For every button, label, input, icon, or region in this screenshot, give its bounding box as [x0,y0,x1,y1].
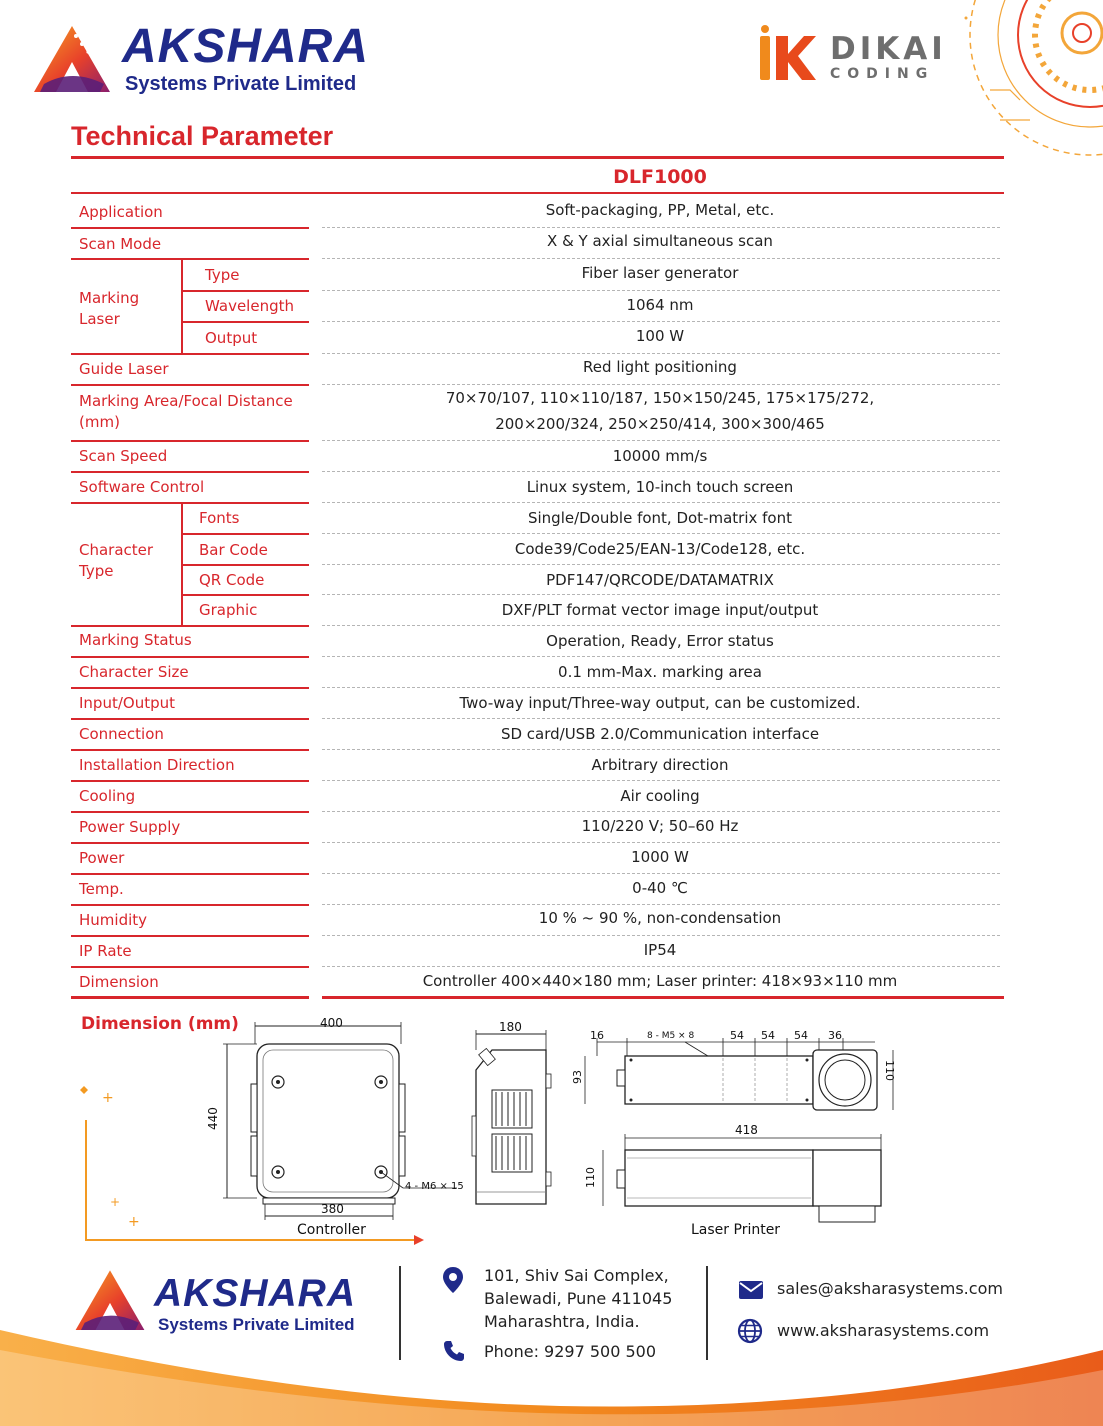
value-software-control: Linux system, 10-inch touch screen [526,478,794,496]
value-scan-speed: 10000 mm/s [612,447,708,465]
value-separator [322,384,1000,385]
value-marking-area-line1: 70×70/107, 110×110/187, 150×150/245, 175×175/272, [445,389,875,407]
value-separator [322,749,1000,750]
table-rule [71,718,309,720]
website-link[interactable]: www.aksharasystems.com [777,1321,990,1340]
value-temp: 0-40 ℃ [632,879,688,897]
table-rule [182,564,309,566]
table-rule [71,384,309,386]
table-rule [182,290,309,292]
dimension-title: Dimension (mm) [81,1014,239,1034]
value-power: 1000 W [631,848,689,866]
table-rule [71,656,309,658]
phone-icon [443,1340,465,1362]
value-fonts: Single/Double font, Dot-matrix font [527,509,792,527]
value-separator [322,533,1000,534]
label-dimension: Dimension [79,973,159,991]
dim-lp-110a: 110 [883,1060,896,1081]
table-rule [71,811,309,813]
value-installation-direction: Arbitrary direction [591,756,729,774]
table-bottom-rule-right [322,996,1004,999]
footer-divider-2 [706,1266,708,1360]
dim-c-inner: 380 [321,1202,344,1216]
footer-logo-mark-icon [72,1266,148,1338]
table-rule [182,533,309,535]
partner-name: DIKAI [830,31,947,67]
value-separator [322,656,1000,657]
location-pin-icon [441,1266,465,1294]
table-vrule [181,502,183,625]
value-output: 100 W [635,327,685,345]
value-connection: SD card/USB 2.0/Communication interface [500,725,820,743]
label-marking-laser-1: Marking [79,289,140,307]
akshara-logo-mark-icon [30,22,114,100]
label-humidity: Humidity [79,911,148,929]
label-character-size: Character Size [79,663,189,681]
table-rule [71,780,309,782]
value-separator [322,321,1000,322]
value-qr-code: PDF147/QRCODE/DATAMATRIX [546,571,774,589]
table-vrule [181,258,183,353]
value-separator [322,904,1000,905]
controller-side-drawing [462,1016,562,1216]
footer-divider-1 [399,1266,401,1360]
phone-text[interactable]: Phone: 9297 500 500 [484,1342,657,1361]
value-separator [322,625,1000,626]
value-separator [322,811,1000,812]
label-guide-laser: Guide Laser [79,360,169,378]
svg-text:+: + [128,1214,140,1230]
globe-icon [737,1318,763,1344]
value-ip-rate: IP54 [643,941,677,959]
controller-label: Controller [297,1222,366,1238]
dim-lp-93: 93 [571,1070,584,1084]
label-installation-direction: Installation Direction [79,756,235,774]
svg-text:+: + [110,1195,121,1209]
value-separator [322,290,1000,291]
value-separator [322,718,1000,719]
value-guide-laser: Red light positioning [583,358,737,376]
value-separator [322,935,1000,936]
sublabel-type: Type [205,266,240,284]
label-character-type-2: Type [79,562,114,580]
value-marking-status: Operation, Ready, Error status [546,632,774,650]
email-icon [738,1280,764,1300]
value-application: Soft-packaging, PP, Metal, etc. [545,201,775,219]
value-separator [322,353,1000,354]
footer-logo [72,1264,362,1344]
label-application: Application [79,203,163,221]
dim-lp-54b: 54 [761,1029,775,1042]
model-header: DLF1000 [613,166,707,188]
value-separator [322,687,1000,688]
sublabel-qr-code: QR Code [199,571,265,589]
table-rule [71,440,309,442]
dim-lp-36: 36 [828,1029,842,1042]
value-separator [322,502,1000,503]
sublabel-output: Output [205,329,258,347]
label-ip-rate: IP Rate [79,942,132,960]
table-rule [71,471,309,473]
laser-printer-label: Laser Printer [691,1222,781,1238]
sublabel-bar-code: Bar Code [199,541,268,559]
value-wavelength: 1064 nm [626,296,694,314]
table-rule [71,935,309,937]
table-rule [71,873,309,875]
dim-lp-54c: 54 [794,1029,808,1042]
laser-printer-side-drawing [575,1128,905,1228]
value-bar-code: Code39/Code25/EAN-13/Code128, etc. [514,540,806,558]
email-link[interactable]: sales@aksharasystems.com [777,1279,1003,1298]
table-rule [71,966,309,968]
value-separator [322,440,1000,441]
dikai-logo-mark-icon [756,24,820,86]
brand-name: AKSHARA [122,20,369,73]
value-separator [322,842,1000,843]
table-rule [71,353,309,355]
table-rule [71,258,309,260]
label-software-control: Software Control [79,478,205,496]
value-character-size: 0.1 mm-Max. marking area [558,663,762,681]
label-power-supply: Power Supply [79,818,181,836]
label-marking-area-2: (mm) [79,413,120,431]
table-rule [71,749,309,751]
value-separator [322,471,1000,472]
model-header-underline [71,192,1004,194]
dim-lp-holes: 8 - M5 × 8 [647,1031,695,1041]
dim-c-width: 400 [320,1016,343,1030]
value-input-output: Two-way input/Three-way output, can be customized. [459,694,861,712]
table-rule [182,594,309,596]
label-cooling: Cooling [79,787,136,805]
value-cooling: Air cooling [620,787,700,805]
section-title: Technical Parameter [71,121,334,151]
value-type: Fiber laser generator [581,264,739,282]
value-separator [322,258,1000,259]
dikai-logo [756,24,956,90]
value-scan-mode: X & Y axial simultaneous scan [547,232,773,250]
decorative-gear-graphic [960,0,1103,170]
dim-c-depth: 180 [499,1020,522,1034]
value-separator [322,780,1000,781]
value-separator [322,564,1000,565]
address-line-2: Balewadi, Pune 411045 [484,1289,673,1308]
table-rule [71,625,309,627]
value-separator [322,594,1000,595]
label-marking-status: Marking Status [79,631,192,649]
label-power: Power [79,849,125,867]
value-humidity: 10 % ~ 90 %, non-condensation [538,909,782,927]
akshara-logo [30,22,380,102]
label-scan-mode: Scan Mode [79,235,162,253]
dim-lp-418: 418 [735,1123,758,1137]
sublabel-wavelength: Wavelength [205,297,294,315]
table-rule [71,502,309,504]
section-title-underline [71,156,1004,159]
label-scan-speed: Scan Speed [79,447,168,465]
value-power-supply: 110/220 V; 50–60 Hz [581,817,739,835]
dim-c-height: 440 [206,1107,220,1130]
value-marking-area-line2: 200×200/324, 250×250/414, 300×300/465 [495,415,825,433]
svg-text:+: + [102,1090,114,1106]
table-bottom-rule-left [71,996,309,999]
table-rule [71,904,309,906]
dim-c-screw: 4 - M6 × 15 [405,1181,464,1192]
address-line-3: Maharashtra, India. [484,1312,640,1331]
dim-lp-110b: 110 [584,1167,597,1188]
dim-lp-16: 16 [590,1029,604,1042]
footer-brand-name: AKSHARA [154,1272,356,1315]
sublabel-graphic: Graphic [199,601,258,619]
value-separator [322,227,1000,228]
table-rule [182,321,309,323]
label-marking-area-1: Marking Area/Focal Distance [79,392,293,410]
sublabel-fonts: Fonts [199,509,240,527]
label-temp: Temp. [79,880,124,898]
table-rule [71,687,309,689]
label-character-type-1: Character [79,541,154,559]
table-rule [71,227,309,229]
footer-brand-subtitle: Systems Private Limited [158,1315,355,1334]
address-line-1: 101, Shiv Sai Complex, [484,1266,669,1285]
label-connection: Connection [79,725,164,743]
label-marking-laser-2: Laser [79,310,120,328]
dim-lp-54a: 54 [730,1029,744,1042]
value-graphic: DXF/PLT format vector image input/output [501,601,819,619]
partner-subtitle: CODING [830,66,935,82]
value-separator [322,966,1000,967]
value-dimension: Controller 400×440×180 mm; Laser printer: 418×93×110 mm [422,972,898,990]
label-input-output: Input/Output [79,694,175,712]
value-separator [322,873,1000,874]
brand-subtitle: Systems Private Limited [125,73,357,95]
table-rule [71,842,309,844]
